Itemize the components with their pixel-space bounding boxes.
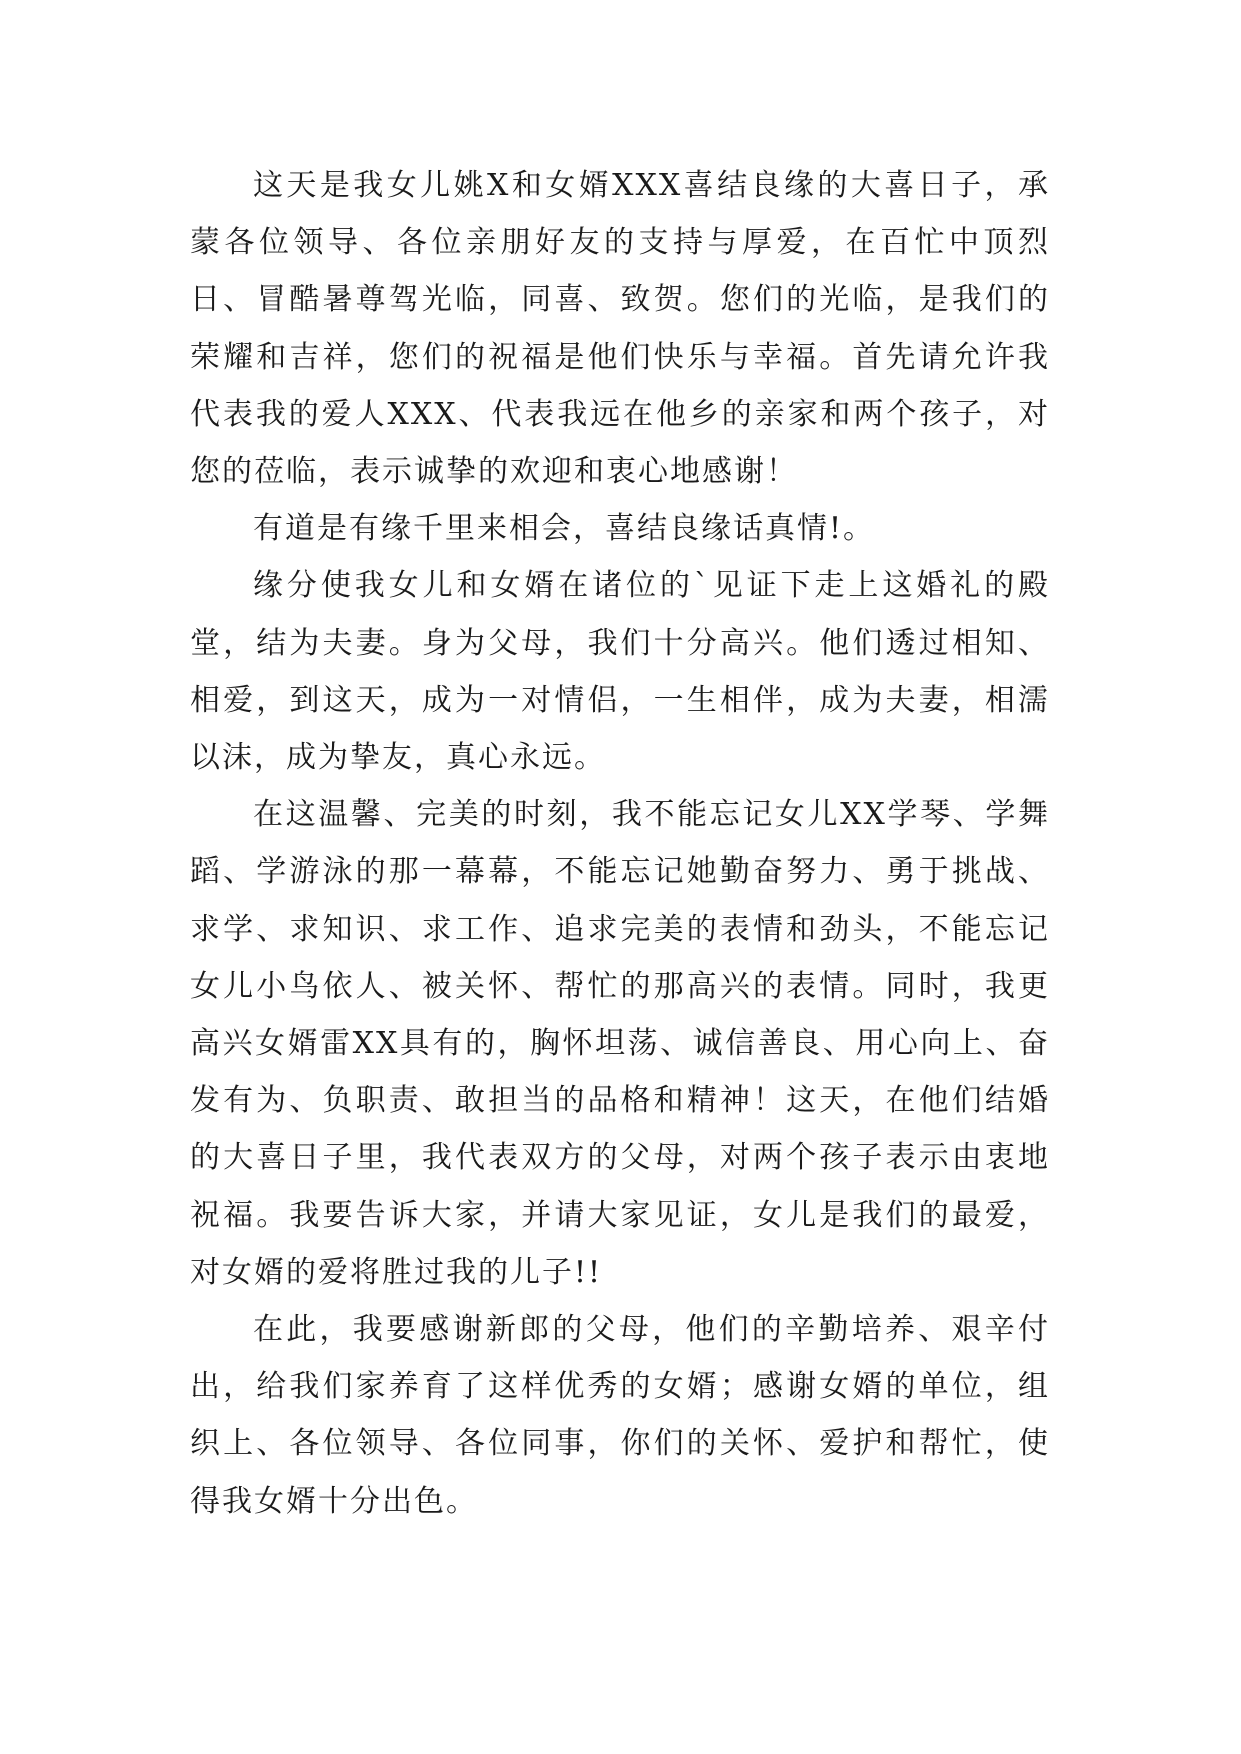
paragraph-3: 缘分使我女儿和女婿在诸位的`见证下走上这婚礼的殿堂，结为夫妻。身为父母，我们十分高兴。他们透过相知、相爱，到这天，成为一对情侣，一生相伴，成为夫妻，相濡以沫，成为挚友，真心永远。	[190, 568, 1050, 776]
document-body	[190, 157, 1050, 1530]
paragraph-5: 在此，我要感谢新郎的父母，他们的辛勤培养、艰辛付出，给我们家养育了这样优秀的女婿；感谢女婿的单位，组织上、各位领导、各位同事，你们的关怀、爱护和帮忙，使得我女婿十分出色。	[190, 1312, 1050, 1519]
paragraph-2: 有道是有缘千里来相会，喜结良缘话真情!。	[253, 511, 876, 547]
paragraph-1: 这天是我女儿姚X和女婿XXX喜结良缘的大喜日子，承蒙各位领导、各位亲朋好友的支持与厚爱，在百忙中顶烈日、冒酷暑尊驾光临，同喜、致贺。您们的光临，是我们的荣耀和吉祥，您们的祝福是他们快乐与幸福。首先请允许我代表我的爱人XXX、代表我远在他乡的亲家和两个孩子，对您的莅临，表示诚挚的欢迎和衷心地感谢！	[190, 168, 1050, 490]
paragraph-4: 在这温馨、完美的时刻，我不能忘记女儿XX学琴、学舞蹈、学游泳的那一幕幕，不能忘记她勤奋努力、勇于挑战、求学、求知识、求工作、追求完美的表情和劲头，不能忘记女儿小鸟依人、被关怀、帮忙的那高兴的表情。同时，我更高兴女婿雷XX具有的，胸怀坦荡、诚信善良、用心向上、奋发有为、负职责、敢担当的品格和精神！这天，在他们结婚的大喜日子里，我代表双方的父母，对两个孩子表示由衷地祝福。我要告诉大家，并请大家见证，女儿是我们的最爱，对女婿的爱将胜过我的儿子!!	[190, 797, 1050, 1290]
